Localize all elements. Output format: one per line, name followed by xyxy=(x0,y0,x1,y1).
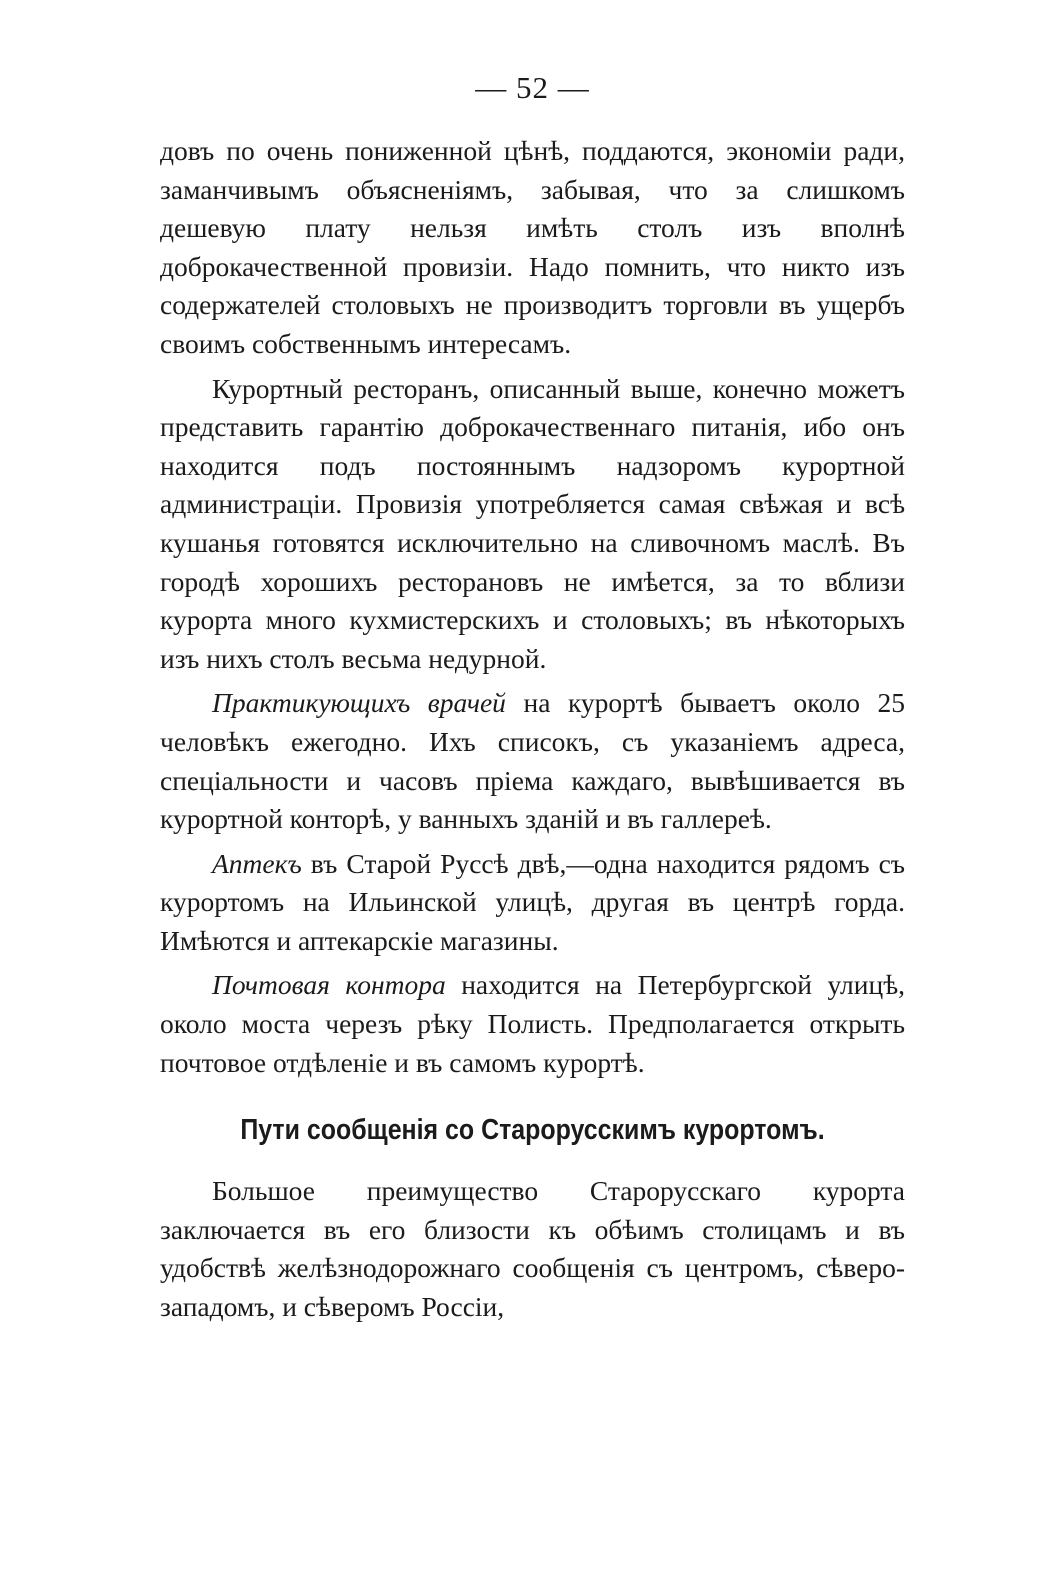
page-number: — 52 — xyxy=(475,70,590,105)
paragraph-doctors xyxy=(160,684,905,838)
section-heading: Пути сообщенія со Старорусскимъ курортомъ. xyxy=(240,1114,825,1147)
paragraph-routes: Большое преимущество Старорусскаго курорта заключается въ его близости къ обѣимъ столицамъ и въ удобствѣ желѣзнодорожнаго сообщенія съ центромъ, сѣверо-западомъ, и сѣверомъ Россіи, xyxy=(160,1175,905,1323)
emphasis-post-office: Почтовая контора xyxy=(212,969,446,1001)
text-pharmacies: въ Старой Руссѣ двѣ,—одна находится рядомъ съ курортомъ на Ильинской улицѣ, другая въ центрѣ горда. Имѣются и аптекарскіе магазины. xyxy=(160,847,905,956)
text-post-office: находится на Петербургской улицѣ, около моста черезъ рѣку Полисть. Предполагается открыть почтовое отдѣленіе и въ самомъ курортѣ. xyxy=(160,969,905,1078)
book-page xyxy=(160,70,905,1327)
text-doctors: на курортѣ бываетъ около 25 человѣкъ ежегодно. Ихъ списокъ, съ указаніемъ адреса, спеціальности и часовъ пріема каждаго, вывѣшивается въ курортной конторѣ, у ванныхъ зданій и въ галлереѣ. xyxy=(160,687,905,835)
main-text xyxy=(160,132,905,1327)
emphasis-pharmacies: Аптекъ xyxy=(212,847,302,879)
paragraph-pharmacies xyxy=(160,845,905,961)
paragraph-dining-continuation: довъ по очень пониженной цѣнѣ, поддаются, экономіи ради, заманчивымъ объясненіямъ, забывая, что за слишкомъ дешевую плату нельзя имѣть столъ изъ вполнѣ доброкачественной провизіи. Надо помнить, что никто изъ содержателей столовыхъ не производитъ торговли въ ущербъ своимъ собственнымъ интересамъ. xyxy=(160,135,905,359)
paragraph-restaurant: Курортный ресторанъ, описанный выше, конечно можетъ представить гарантію доброкачественнаго питанія, ибо онъ находится подъ постояннымъ надзоромъ курортной администраціи. Провизія употребляется самая свѣжая и всѣ кушанья готовятся исключительно на сливочномъ маслѣ. Въ городѣ хорошихъ ресторановъ не имѣется, за то вблизи курорта много кухмистерскихъ и столовыхъ; въ нѣкоторыхъ изъ нихъ столъ весьма недурной. xyxy=(160,372,905,674)
emphasis-doctors: Практикующихъ врачей xyxy=(212,687,506,719)
paragraph-post-office xyxy=(160,966,905,1082)
